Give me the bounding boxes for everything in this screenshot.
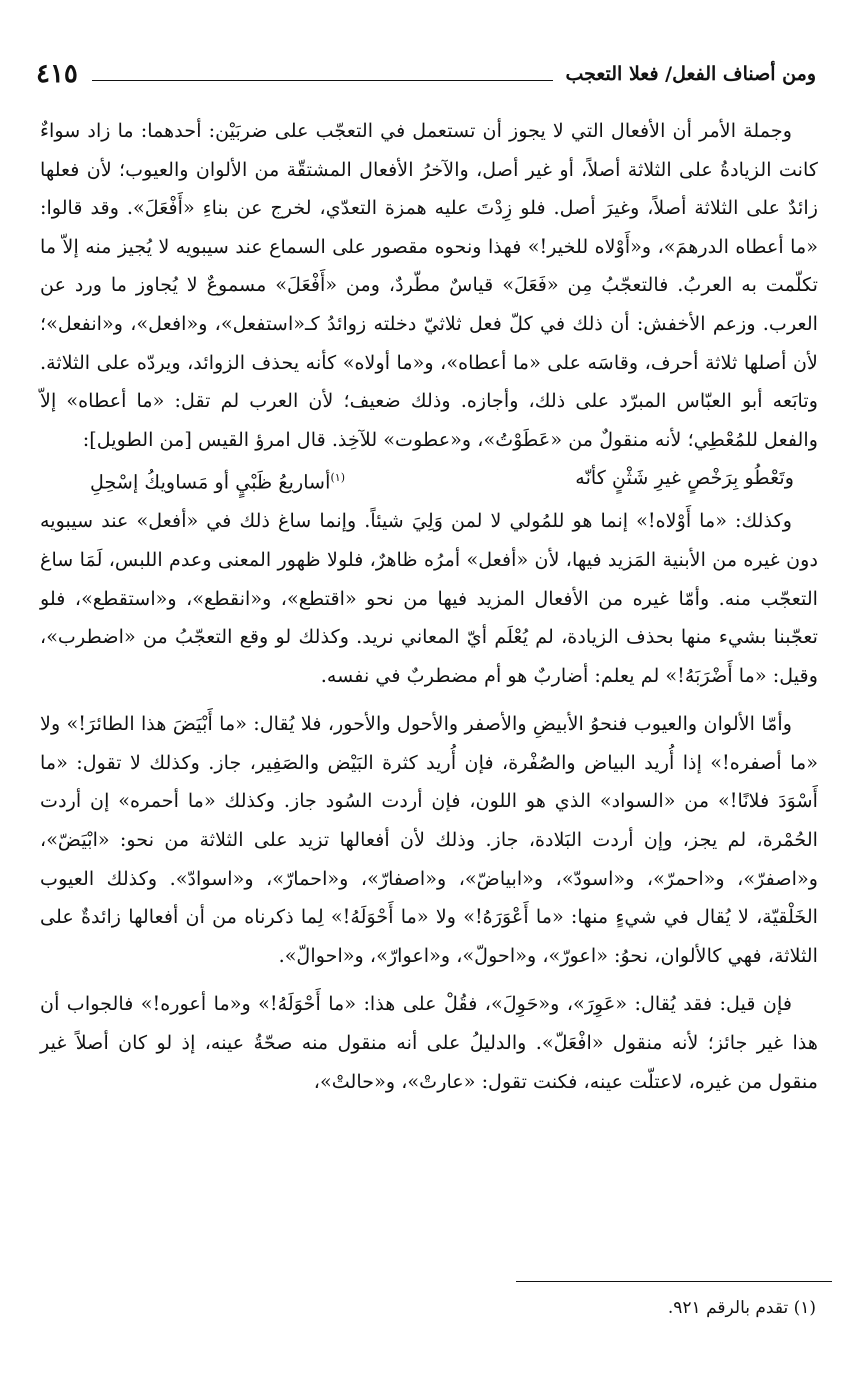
poetry-verse bbox=[40, 459, 818, 502]
paragraph-2: وكذلك: «ما أَوْلاه!» إنما هو للمُولي لا لمن وَلِيَ شيئاً. وإنما ساغ ذلك في «أفعل» عند سيبويه دون غيره من الأبنية المَزيد فيها، لأن «أفعل» أمرُه ظاهرٌ، فلولا ظهور المعنى وعدم اللبس، لَمَا ساغ التعجّب منه. وأمّا غيره من الأفعال المزيد فيها من نحو «اقتطع»، و«انقطع»، و«استقطع»، فلو تعجّبنا بشيء منها بحذف الزيادة، لم يُعْلَم أيّ المعاني نريد. وكذلك لو وقع التعجّبُ من «اضطرب»، وقيل: «ما أَضْرَبَهُ!» لم يعلم: أضاربٌ هو أم مضطربٌ في نفسه. bbox=[40, 509, 818, 687]
verse-footnote-marker: (١) bbox=[330, 471, 345, 485]
page-header bbox=[36, 54, 816, 94]
paragraph-gap bbox=[40, 695, 818, 705]
verse-second-hemistich bbox=[90, 459, 345, 502]
paragraph-gap bbox=[40, 975, 818, 985]
paragraph-4: فإن قيل: فقد يُقال: «عَوِرَ»، و«حَوِلَ»، فقُلْ على هذا: «ما أَحْوَلَهُ!» و«ما أعوره!» فالجواب أن هذا غير جائز؛ لأنه منقول «افْعَلّ». والدليلُ على أنه منقول منه صحّةُ عينه، إذ لو كان أصلاً غير منقول من غيره، لاعتلّت عينه، فكنت تقول: «عارتْ»، و«حالتْ»، bbox=[40, 992, 818, 1093]
verse-second-text: أساريعُ ظَبْيٍ أو مَساويكُ إسْحِلِ bbox=[90, 470, 331, 494]
main-text bbox=[40, 112, 818, 1101]
page-number: ٤١٥ bbox=[36, 59, 78, 89]
footnote: (١) تقدم بالرقم ٩٢١. bbox=[667, 1298, 816, 1318]
paragraph-3: وأمّا الألوان والعيوب فنحوُ الأبيضِ والأصفر والأحول والأحور، فلا يُقال: «ما أَبْيَضَ هذا الطائرَ!» ولا «ما أصفره!» إذا أُريد البياض والصُفْرة، فإن أُريد كثرة البَيْض والصَفِير، جاز. وكذلك لا تقول: «ما أَسْوَدَ فلانًا!» من «السواد» الذي هو اللون، فإن أردت السُود جاز. وكذلك «ما أحمره» إن أردت الحُمْرة، لم يجز، وإن أردت البَلادة، جاز. وذلك لأن أفعالها تزيد على الثلاثة من نحو: «ابْيَضّ»، و«اصفرّ»، و«احمرّ»، و«اسودّ»، و«ابياضّ»، و«اصفارّ»، و«احمارّ»، و«اسوادّ». وكذلك العيوب الخَلْقيّة، لا يُقال في شيءٍ منها: «ما أَعْوَرَهُ!» ولا «ما أَحْوَلَهُ!» لِما ذكرناه من أن أفعالها زائدةٌ على الثلاثة، فهي كالألوان، نحوُ: «اعورّ»، و«احولّ»، و«اعوارّ»، و«احوالّ». bbox=[40, 712, 818, 967]
running-head: ومن أصناف الفعل/ فعلا التعجب bbox=[565, 63, 816, 85]
verse-first-hemistich: وتَعْطُو بِرَخْصٍ غيرِ شَثْنٍ كأنّه bbox=[575, 466, 794, 490]
paragraph-1: وجملة الأمر أن الأفعال التي لا يجوز أن تستعمل في التعجّب على ضربَيْن: أحدهما: ما زاد سواءٌ كانت الزيادةُ على الثلاثة أصلاً، أو غير أصل، والآخرُ الأفعال المشتقّة من الألوان والعيوب؛ لأن فعلها زائدٌ على الثلاثة أصلاً، وغيرَ أصل. فلو زِدْتَ عليه همزة التعدّي، لخرج عن بناءِ «أَفْعَلَ». وقد قالوا: «ما أعطاه الدرهمَ»، و«أَوْلاه للخير!» فهذا ونحوه مقصور على السماع عند سيبويه لا يُجيز منه إلاّ ما تكلّمت به العربُ. فالتعجّبُ مِن «فَعَلَ» قياسٌ مطّردٌ، ومن «أَفْعَلَ» مسموعٌ لا يُجاوز ما ورد عن العرب. وزعم الأخفش: أن ذلك في كلّ فعل ثلاثيّ دخلته زوائدُ كـ«استفعل»، و«افعل»، و«انفعل»؛ لأن أصلها ثلاثة أحرف، وقاسَه على «ما أعطاه»، و«ما أولاه» كأنه يحذف الزوائد، ويردّه على الثلاثة. وتابَعه أبو العبّاس المبرّد على ذلك، وأجازه. وذلك ضعيف؛ لأن العرب لم تقل: «ما أعطاه» إلاّ والفعل للمُعْطِي؛ لأنه منقولٌ من «عَطَوْتُ»، و«عطوت» للآخِذ. قال امرؤ القيس [من الطويل]: bbox=[40, 119, 818, 451]
header-rule bbox=[92, 80, 554, 81]
footnote-rule bbox=[516, 1281, 832, 1282]
